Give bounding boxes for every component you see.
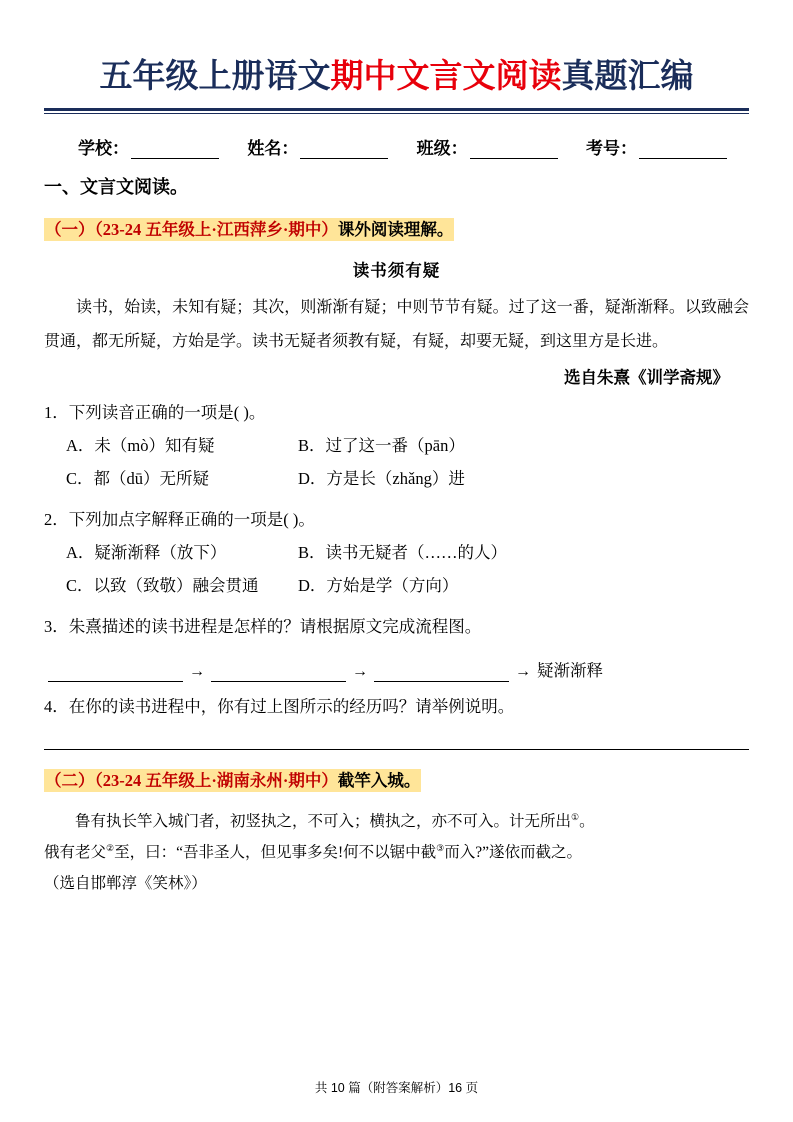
passage-1-title: 读书须有疑 xyxy=(352,260,441,280)
field-school xyxy=(78,134,219,159)
field-class xyxy=(417,134,558,159)
flow-blank-1[interactable] xyxy=(48,664,183,682)
field-name-blank[interactable] xyxy=(300,143,388,159)
passage-2-line-2b: 至，曰：“吾非圣人，但见事多矣!何不以锯中截 xyxy=(114,844,437,862)
passage-1-tag-red: （一）（23-24 五年级上·江西萍乡·期中） xyxy=(45,219,338,239)
section-heading: 一、文言文阅读。 xyxy=(44,176,188,197)
flow-blank-2[interactable] xyxy=(211,664,346,682)
question-2-option-d[interactable]: D．方始是学（方向） xyxy=(298,575,459,595)
question-1-options-row-2 xyxy=(44,462,749,495)
field-class-label: 班级： xyxy=(416,138,468,158)
title-divider xyxy=(44,108,749,114)
passage-2-tag-red: （二）（23-24 五年级上·湖南永州·期中） xyxy=(45,770,338,790)
passage-2-line-1-text: 鲁有执长竿入城门者，初竖执之，不可入；横执之，亦不可入。计无所出 xyxy=(75,813,572,831)
field-exam-number-blank[interactable] xyxy=(639,143,727,159)
field-name xyxy=(247,134,388,159)
flow-arrow-1: → xyxy=(189,662,205,680)
question-1-option-d[interactable]: D．方是长（zhǎng）进 xyxy=(298,468,465,488)
passage-2-tag-black: 截竿入城。 xyxy=(337,770,421,790)
question-3-stem: 3．朱熹描述的读书进程是怎样的？请根据原文完成流程图。 xyxy=(44,616,482,636)
title-part-2: 期中文言文阅读 xyxy=(330,59,562,95)
passage-2-tag xyxy=(44,769,421,792)
flow-last-node: 疑渐渐释 xyxy=(537,660,603,680)
footnote-marker-2: ② xyxy=(106,842,115,853)
title-rule-thin xyxy=(44,113,749,114)
question-4-stem: 4．在你的读书进程中，你有过上图所示的经历吗？请举例说明。 xyxy=(44,696,515,716)
question-3-flow-chart xyxy=(44,657,749,682)
question-1-stem: 1．下列读音正确的一项是( )。 xyxy=(44,402,266,422)
passage-2-body xyxy=(44,806,749,868)
field-class-blank[interactable] xyxy=(470,143,558,159)
passage-1-tag-black: 课外阅读理解。 xyxy=(337,219,454,239)
question-2-stem: 2．下列加点字解释正确的一项是( )。 xyxy=(44,509,315,529)
question-2-options-row-2 xyxy=(44,569,749,602)
passage-2-line-2c: 而入?”遂依而截之。 xyxy=(444,844,582,862)
passage-1-body: 读书，始读，未知有疑；其次，则渐渐有疑；中则节节有疑。过了这一番，疑渐渐释。以致融会贯通，都无所疑，方始是学。读书无疑者须教有疑，有疑，却要无疑，到这里方是长进。 xyxy=(44,298,749,351)
passage-2-line-2 xyxy=(44,844,582,861)
field-school-label: 学校： xyxy=(78,138,129,158)
question-1-option-b[interactable]: B．过了这一番（pān） xyxy=(298,435,465,455)
student-info-fields xyxy=(44,134,749,159)
field-name-label: 姓名： xyxy=(247,138,299,158)
question-2-options-row-1 xyxy=(44,536,749,569)
passage-2-line-2a: 俄有老父 xyxy=(44,844,107,862)
title-rule-thick xyxy=(44,108,749,111)
flow-blank-3[interactable] xyxy=(374,664,509,682)
footnote-marker-3: ③ xyxy=(436,842,445,853)
flow-arrow-3: → xyxy=(515,662,531,680)
passage-2-tag-line xyxy=(44,765,749,796)
question-1-option-a[interactable]: A．未（mò）知有疑 xyxy=(66,435,215,455)
title-part-3: 真题汇编 xyxy=(561,59,694,95)
field-exam-number-label: 考号： xyxy=(585,138,637,158)
question-1-option-c[interactable]: C．都（dū）无所疑 xyxy=(66,468,210,488)
page-footer: 共 10 篇（附答案解析）16 页 xyxy=(314,1081,479,1095)
field-exam-number xyxy=(586,134,727,159)
section-divider xyxy=(44,749,749,750)
question-2-option-c[interactable]: C．以致（致敬）融会贯通 xyxy=(66,575,259,595)
title-block xyxy=(44,0,749,114)
passage-1-tag xyxy=(44,218,454,241)
question-2-option-a[interactable]: A．疑渐渐释（放下） xyxy=(66,542,227,562)
passage-1-source: 选自朱熹《训学斋规》 xyxy=(564,367,729,387)
page-title xyxy=(44,58,749,98)
passage-2-line-1 xyxy=(44,806,749,837)
footnote-marker-1: ① xyxy=(571,811,580,822)
passage-2-source: （选自邯郸淳《笑林》） xyxy=(44,875,207,893)
passage-2-line-1-end: 。 xyxy=(579,813,595,831)
question-1-options-row-1 xyxy=(44,429,749,462)
passage-1-tag-line xyxy=(44,214,749,245)
question-2-option-b[interactable]: B．读书无疑者（……的人） xyxy=(298,542,508,562)
field-school-blank[interactable] xyxy=(131,143,219,159)
title-part-1: 五年级上册语文 xyxy=(99,59,331,95)
flow-arrow-2: → xyxy=(352,662,368,680)
